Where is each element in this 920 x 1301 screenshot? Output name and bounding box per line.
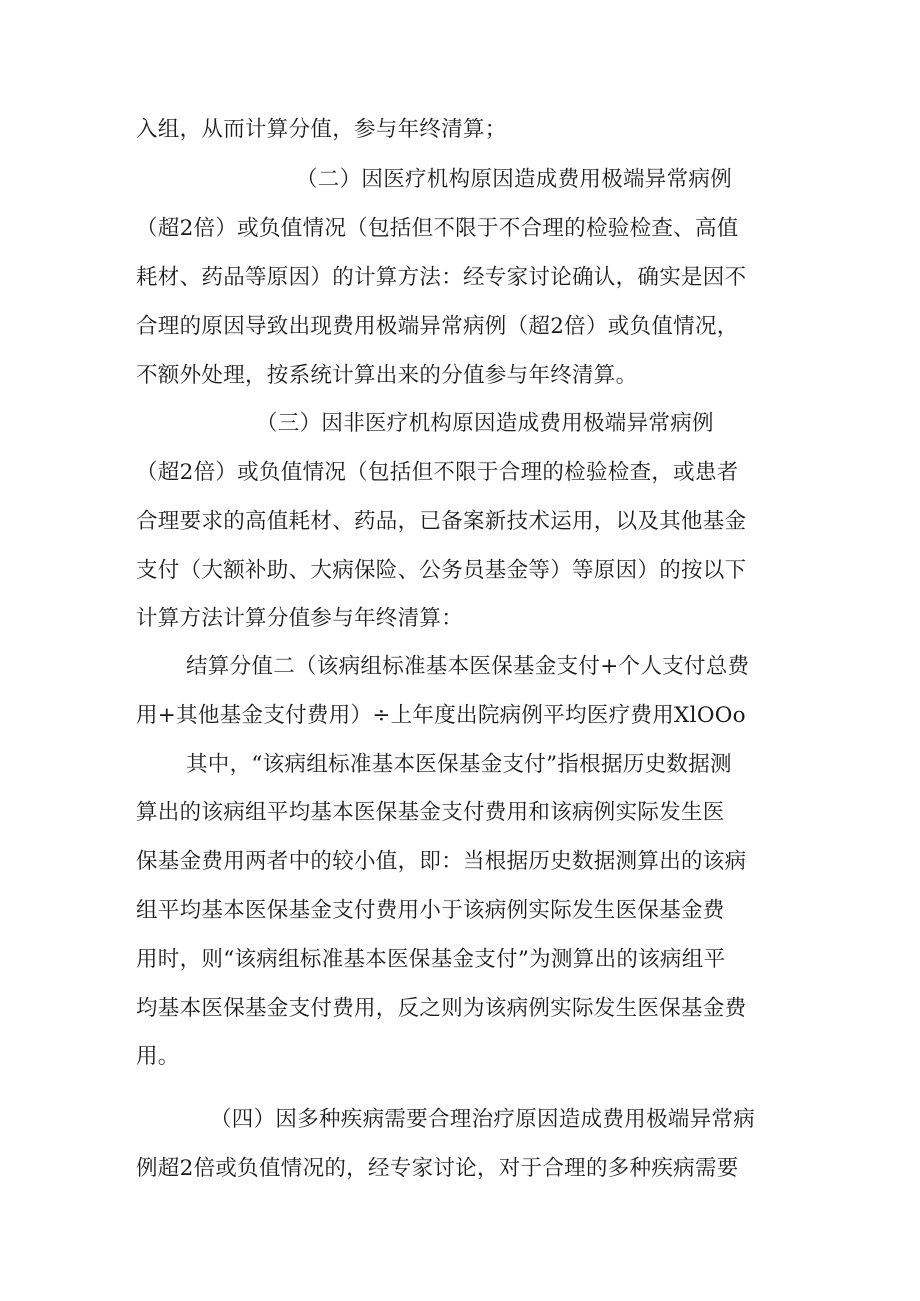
text-line: 其中，“该病组标准基本医保基金支付”指根据历史数据测 [186,752,732,777]
text-line: 例超2倍或负值情况的，经专家讨论，对于合理的多种疾病需要 [136,1156,739,1181]
text-line: 入组，从而计算分值，参与年终清算； [136,117,507,142]
text-line: 不额外处理，按系统计算出来的分值参与年终清算。 [136,363,638,388]
section-heading-2: （二）因医疗机构原因造成费用极端异常病例 [296,167,733,192]
formula-line: 结算分值二（该病组标准基本医保基金支付+个人支付总费 [186,654,750,679]
text-line: 用。 [136,1044,180,1069]
section-heading-4: （四）因多种疾病需要合理治疗原因造成费用极端异常病 [210,1107,756,1132]
text-line: 保基金费用两者中的较小值，即：当根据历史数据测算出的该病 [136,849,747,874]
text-line: 组平均基本医保基金支付费用小于该病例实际发生医保基金费 [136,898,725,923]
text-line: 合理的原因导致出现费用极端异常病例（超2倍）或负值情况， [136,314,739,339]
text-line: 算出的该病组平均基本医保基金支付费用和该病例实际发生医 [136,800,725,825]
text-line: （超2倍）或负值情况（包括但不限于不合理的检验检查、高值 [136,216,739,241]
text-line: 用时，则“该病组标准基本医保基金支付”为测算出的该病组平 [136,947,726,972]
formula-line: 用+其他基金支付费用）÷上年度出院病例平均医疗费用XlOOo [136,703,746,728]
text-line: 合理要求的高值耗材、药品，已备案新技术运用，以及其他基金 [136,509,747,534]
section-heading-3: （三）因非医疗机构原因造成费用极端异常病例 [256,411,714,436]
text-line: 均基本医保基金支付费用，反之则为该病例实际发生医保基金费 [136,996,747,1021]
text-line: 计算方法计算分值参与年终清算： [136,606,464,631]
text-line: 支付（大额补助、大病保险、公务员基金等）等原因）的按以下 [136,558,747,583]
text-line: 耗材、药品等原因）的计算方法：经专家讨论确认，确实是因不 [136,265,747,290]
text-line: （超2倍）或负值情况（包括但不限于合理的检验检查，或患者 [136,460,739,485]
